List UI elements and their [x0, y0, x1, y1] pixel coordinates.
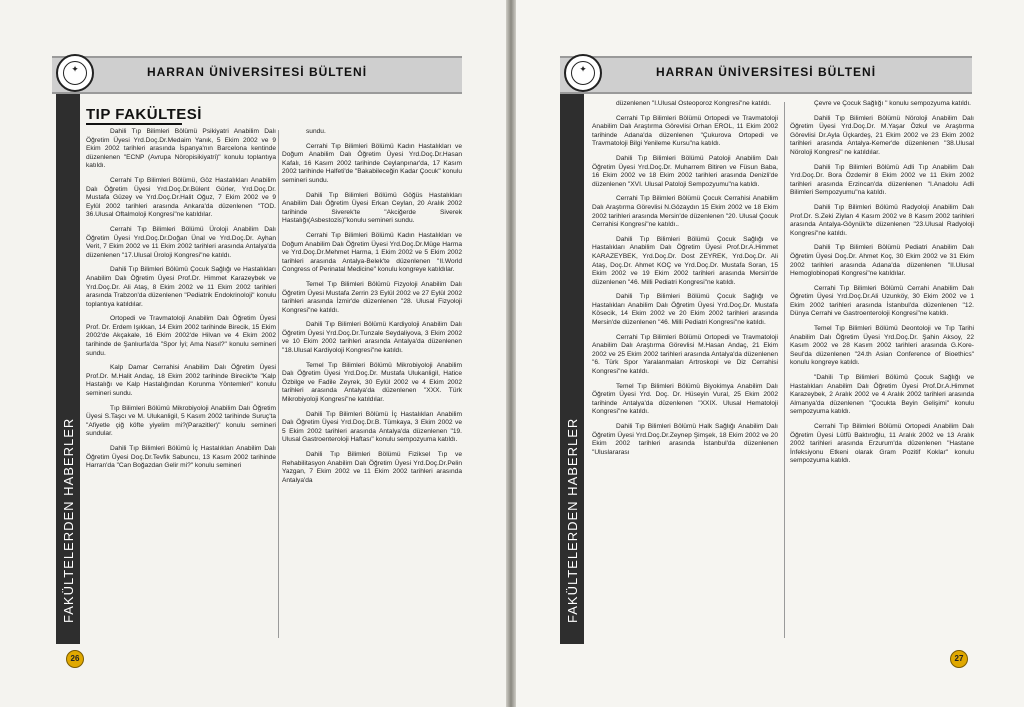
- paragraph: Temel Tıp Bilimleri Bölümü Fizyoloji Anabilim Dalı Öğretim Üyesi Mustafa Zerrin 23 Eylül 2002 ve 27 Eylül 2002 tarihleri arasında İzmir'de düzenlenen "28. Ulusal Fizyoloji Kongresi"ne katıldı.: [282, 280, 462, 314]
- university-seal-icon: ✦: [56, 54, 94, 92]
- paragraph: Cerrahi Tıp Bilimleri Bölümü Ortopedi ve Travmatoloji Anabilim Dalı Araştırma Görevlisi Orhan EROL, 11 Ekim 2002 tarihinde Adana'da düzenlenen "Çukurova Ortopedi ve Travmatoloji Bilgi Yenileme Kursu"na katıldı.: [592, 114, 778, 148]
- paragraph: Cerrahi Tıp Bilimleri Bölümü Kadın Hastalıkları ve Doğum Anabilim Dalı Öğretim Üyesi Yrd.Doç.Dr.Müge Harma ve Yrd.Doç.Dr.Mehmet Harma, 1 Ekim 2002 ve 5 Ekim 2002 tarihleri arasında Antalya-Belek'te düzenlenen "II.World Congress of Perinatal Medicine" konulu kongreye katıldılar.: [282, 231, 462, 274]
- paragraph: Temel Tıp Bilimleri Bölümü Deontoloji ve Tıp Tarihi Anabilim Dalı Öğretim Üyesi Yrd.Doç.Dr. Şahin Aksoy, 22 Kasım 2002 ve 28 Kasım 2002 tarihleri arasında G.Kore-Seul'da düzenlenen "24.th Asian Conference of Bioethics" konulu kongreye katıldı.: [790, 325, 974, 367]
- paragraph: Dahili Tıp Bilimleri Bölümü Nöroloji Anabilim Dalı Öğretim Üyesi Yrd.Doç.Dr. M.Yaşar Özkul ve Araştırma Görevlisi Dr.Ayla Üçkardeş, 21 Ekim 2002 ve 23 Ekim 2002 tarihleri arasında Antalya-Kemer'de düzenlenen "38.Ulusal Nöroloji Kongresi" ne katıldılar.: [790, 114, 974, 156]
- paragraph: Cerrahi Tıp Bilimleri Bölümü Ortopedi ve Travmatoloji Anabilim Dalı Araştırma Görevlisi M.Hasan Andaç, 21 Ekim 2002 ve 25 Ekim 2002 tarihleri arasında Antalya'da düzenlenen "6. Türk Spor Yaralanmaları Artroskopi ve Diz Cerrahisi Kongresi"ne katıldı.: [592, 333, 778, 376]
- right-page: [516, 0, 1024, 707]
- paragraph: Dahili Tıp Bilimleri Bölümü Göğüs Hastalıkları Anabilim Dalı Öğretim Üyesi Erkan Ceylan, 20 Aralık 2002 tarihinde Siverek'te "Akciğerde Siverek Hastalığı(Asbestozis)"konulu semineri sundu.: [282, 191, 462, 225]
- page-header: [560, 56, 972, 94]
- sidebar-label: FAKÜLTELERDEN HABERLER: [61, 417, 76, 623]
- section-sidebar: [560, 94, 584, 644]
- title-underline: [86, 123, 182, 125]
- paragraph: Dahili Tıp Bilimleri Bölümü Halk Sağlığı Anabilim Dalı Öğretim Üyesi Yrd.Doç.Dr.Zeynep Şimşek, 18 Ekim 2002 ve 20 Ekim 2002 tarihleri arasında İstanbul'da düzenlenen "Uluslararası: [592, 423, 778, 456]
- paragraph: Temel Tıp Bilimleri Bölümü Mikrobiyoloji Anabilim Dalı Öğretim Üyesi Yrd.Doç.Dr. Mustafa Ulukanligil, Hatice Özbilge ve Fadile Zeyrek, 30 Eylül 2002 ve 4 Ekim 2002 tarihleri arasında Antalya'da düzenlenen "XXX. Türk Mikrobiyoloji Kongresi"ne katıldılar.: [282, 361, 462, 404]
- column-divider: [278, 130, 279, 638]
- section-title: TIP FAKÜLTESİ: [86, 106, 202, 123]
- paragraph: Cerrahi Tıp Bilimleri Bölümü Kadın Hastalıkları ve Doğum Anabilim Dalı Öğretim Üyesi Yrd.Doç.Dr.Hasan Kafalı, 16 Kasım 2002 tarihinde Ceylanpınar'da, 17 Kasım 2002 tarihinde Halfeti'de "Bakabileceğin Kadar Çocuk" konulu semineri sundu.: [282, 142, 462, 184]
- article-column: [282, 128, 462, 640]
- paragraph: Ortopedi ve Travmatoloji Anabilim Dalı Öğretim Üyesi Prof. Dr. Erdem Işıkkan, 14 Ekim 2002 tarihinde Birecik, 15 Ekim 2002'de Akçakale, 16 Ekim 2002'de Hilvan ve 4 Ekim 2002 tarihinde de Şanlıurfa'da "Spor İyi; Ama Nasıl?" konulu semineri sundu.: [86, 315, 276, 357]
- paragraph: sundu.: [306, 128, 326, 135]
- section-sidebar: [56, 94, 80, 644]
- sidebar-label: FAKÜLTELERDEN HABERLER: [565, 417, 580, 623]
- paragraph: Cerrahi Tıp Bilimleri Bölümü Cerrahi Anabilim Dalı Öğretim Üyesi Yrd.Doç.Dr.Ali Uzunköy, 30 Ekim 2002 ve 1 Ekim 2002 tarihleri arasında İstanbul'da düzenlenen "12. Dünya Cerrahi ve Gastroenteroloji Kongresi"ne katıldı.: [790, 284, 974, 318]
- paragraph: Dahili Tıp Bilimleri Bölümü Çocuk Sağlığı ve Hastalıkları Anabilim Dalı Öğretim Üyesi Prof.Dr. Himmet Karazeybek ve Yrd.Doç.Dr. Ali Ataş, 8 Ekim 2002 ve 11 Ekim 2002 tarihleri arasında Trabzon'da düzenlenen "Pediatrik Endokrinoloji" konulu toplantıya katıldılar.: [86, 266, 276, 308]
- paragraph: Dahili Tıp Bilimleri Bölümü Çocuk Sağlığı ve Hastalıkları Anabilim Dalı Öğretim Üyesi Prof.Dr.A.Himmet KARAZEYBEK, Yrd.Doç.Dr. Dost ZEYREK, Yrd.Doç.Dr. Ali Ataş, Doç.Dr. Ahmet KOÇ ve Yrd.Doç.Dr. Mustafa Soran, 15 Ekim 2002 ve 19 Ekim 2002 tarihleri arasında Mersin'de düzenlenen "46. Milli Pediatri Kongresi"ne katıldı.: [592, 235, 778, 286]
- header-title: HARRAN ÜNİVERSİTESİ BÜLTENİ: [655, 65, 877, 79]
- left-page: [0, 0, 506, 707]
- paragraph: "Dahili Tıp Bilimleri Bölümü Çocuk Sağlığı ve Hastalıkları Anabilim Dalı Öğretim Üyesi Prof.Dr.A.Himmet Karazeybek, 2 Aralık 2002 ve 4 Aralık 2002 tarihleri arasında Almanya'da düzenlenen "Çocukta Beyin Gelişimi" konulu sempozyuma katıldı.: [790, 374, 974, 416]
- paragraph: Dahili Tıp Bilimleri Bölümü Patoloji Anabilim Dalı Öğretim Üyesi Yrd.Doç.Dr. Muharrem Bitiren ve Füsun Baba, 16 Ekim 2002 ve 18 Ekim 2002 tarihleri arasında Denizli'de düzenlenen "XVI. Ulusal Patoloji Sempozyumu"na katıldı.: [592, 154, 778, 188]
- paragraph: Dahili Tıp Bilimleri Bölümü Pediatri Anabilim Dalı Öğretim Üyesi Doç.Dr. Ahmet Koç, 30 Ekim 2002 ve 31 Ekim 2002 tarihleri arasında Adana'da düzenlenen "II.Ulusal Hemoglobinopati Kongresi"ne katıldılar.: [790, 244, 974, 278]
- paragraph: Dahili Tıp Bilimleri Bölümü Fiziksel Tıp ve Rehabilitasyon Anabilim Dalı Öğretim Üyesi Yrd.Doç.Dr.Pelin Yazgan, 7 Ekim 2002 ve 11 Ekim 2002 tarihleri arasında Antalya'da: [282, 451, 462, 484]
- paragraph: Dahili Tıp Bilimleri Bölümü Psikiyatri Anabilim Dalı Öğretim Üyesi Yrd.Doç.Dr.Medaim Yanık, 5 Ekim 2002 ve 9 Ekim 2002 tarihleri arasında İspanya'nın Barcelona kentinde düzenlenen "ECNP (Avrupa Nöropisikiyatri)" konulu toplantıya katıldı.: [86, 128, 276, 170]
- paragraph: Tıp Bilimleri Bölümü Mikrobiyoloji Anabilim Dalı Öğretim Üyesi S.Taşcı ve M. Ulukanligil, 5 Kasım 2002 tarihinde Suruç'ta "Afiyetle çiğ köfte yiyelim mi?(Parazitler)" konulu semineri sundular.: [86, 404, 276, 438]
- paragraph: düzenlenen "I.Ulusal Osteoporoz Kongresi"ne katıldı.: [616, 100, 771, 107]
- paragraph: Temel Tıp Bilimleri Bölümü Biyokimya Anabilim Dalı Öğretim Üyesi Yrd. Doç. Dr. Hüseyin Vural, 25 Ekim 2002 tarihinde Antalya'da düzenlenen "XXIX. Ulusal Hematoloji Kongresi"ne katıldı.: [592, 382, 778, 416]
- paragraph: Kalp Damar Cerrahisi Anabilim Dalı Öğretim Üyesi Prof.Dr. M.Halit Andaç, 18 Ekim 2002 tarihinde Birecik'te "Kalp Hastalığı ve Kalp Hastalığından Korunma Yöntemleri" konulu semineri sundu.: [86, 364, 276, 398]
- article-column: [592, 100, 778, 640]
- header-title: HARRAN ÜNİVERSİTESİ BÜLTENİ: [146, 65, 368, 79]
- page-number: 26: [66, 650, 84, 668]
- paragraph: Cerrahi Tıp Bilimleri Bölümü, Göz Hastalıkları Anabilim Dalı Öğretim Üyesi Yrd.Doç.Dr.Bülent Gürler, Yrd.Doç.Dr. Mustafa Güzey ve Yrd.Doç.Dr.Halit Oğuz, 7 Ekim 2002 ve 9 Eylül 2002 tarihleri arasında Ankara'da düzenlenen "TOD. 36.Ulusal Oftalmoloji Kongresi"ne katıldılar.: [86, 176, 276, 219]
- university-seal-icon: ✦: [564, 54, 602, 92]
- paragraph: Dahili Tıp Bilimleri Bölümü İç Hastalıkları Anabilim Dalı Öğretim Üyesi Yrd.Doç.Dr.B. Tümkaya, 3 Ekim 2002 ve 5 Ekim 2002 tarihleri arasında Antalya'da düzenlenen "19. Ulusal Gastroenteroloji Haftası" konulu sempozyuma katıldı.: [282, 410, 462, 444]
- paragraph: Cerrahi Tıp Bilimleri Bölümü Üroloji Anabilim Dalı Öğretim Üyesi Yrd.Doç.Dr.Doğan Ünal ve Yrd.Doç.Dr. Ayhan Verit, 7 Ekim 2002 ve 11 Ekim 2002 tarihleri arasında Antalya'da düzenlenen "17.Ulusal Üroloji Kongresi"ne katıldı.: [86, 225, 276, 259]
- article-column: [86, 128, 276, 640]
- paragraph: Dahili Tıp Bilimleri Bölümü Radyoloji Anabilim Dalı Prof.Dr. S.Zeki Ziylan 4 Kasım 2002 ve 8 Kasım 2002 tarihleri arasında Antalya-Göynük'te düzenlenen "23.Ulusal Radyoloji Kongresi"ne katıldı.: [790, 203, 974, 237]
- paragraph: Cerrahi Tıp Bilimleri Bölümü Ortopedi Anabilim Dalı Öğretim Üyesi Lütfü Baktıroğlu, 11 Aralık 2002 ve 13 Aralık 2002 tarihleri arasında Erzurum'da düzenlenen "Hastane İnfeksiyonu Etkeni olarak Gram Pozitif Koklar" konulu sempozyuma katıldı.: [790, 423, 974, 465]
- paragraph: Dahili Tıp Bilimleri Bölümü Adli Tıp Anabilim Dalı Yrd.Doç.Dr. Bora Özdemir 8 Ekim 2002 ve 11 Ekim 2002 tarihleri arasında Erzincan'da düzenlenen "I.Anadolu Adli Bilimleri Sempozyumu"na katıldı.: [790, 163, 974, 197]
- column-divider: [784, 102, 785, 638]
- paragraph: Cerrahi Tıp Bilimleri Bölümü Çocuk Cerrahisi Anabilim Dalı Araştırma Görevlisi N.Gözaydın 15 Ekim 2002 ve 18 Ekim 2002 tarihleri arasında Mersin'de düzenlenen "20. Ulusal Çocuk Cerrahisi Kongresi"ne katıldı..: [592, 195, 778, 229]
- page-header: [52, 56, 462, 94]
- book-gutter: [506, 0, 516, 707]
- paragraph: Dahili Tıp Bilimleri Bölümü İç Hastalıkları Anabilim Dalı Öğretim Üyesi Doç.Dr.Tevfik Sabuncu, 13 Kasım 2002 tarihinde Harran'da "Can Boğazdan Gelir mi?" konulu semineri: [86, 445, 276, 470]
- page-number: 27: [950, 650, 968, 668]
- article-column: [790, 100, 974, 640]
- paragraph: Dahili Tıp Bilimleri Bölümü Kardiyoloji Anabilim Dalı Öğretim Üyesi Yrd.Doç.Dr.Tunzale Seydaliyova, 3 Ekim 2002 ve 10 Ekim 2002 tarihleri arasında Antalya'da düzenlenen "18.Ulusal Kardiyoloji Kongresi"ne katıldı.: [282, 321, 462, 355]
- paragraph: Dahili Tıp Bilimleri Bölümü Çocuk Sağlığı ve Hastalıkları Anabilim Dalı Öğretim Üyesi Yrd.Doç.Dr. Mustafa Kösecik, 14 Ekim 2002 ve 20 Ekim 2002 tarihleri arasında Mersin'de düzenlenen "46. Milli Pediatri Kongresi"ne katıldı.: [592, 293, 778, 327]
- paragraph: Çevre ve Çocuk Sağlığı " konulu sempozyuma katıldı.: [814, 100, 972, 107]
